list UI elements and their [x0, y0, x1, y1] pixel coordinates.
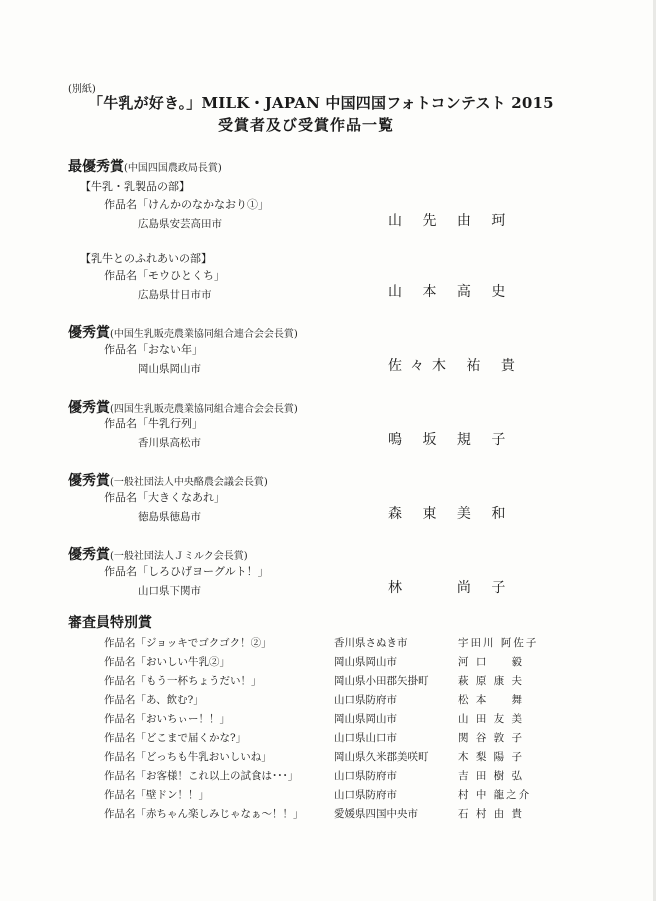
grand-prize-sponsor: (中国四国農政局長賞): [124, 163, 222, 174]
work-title: 作品名「おいしい牛乳②」: [104, 656, 230, 668]
winner-name: 森 東 美 和: [388, 506, 514, 522]
winner-location: 山口県防府市: [334, 770, 397, 782]
special-row: [104, 711, 564, 729]
category-label: 【乳牛とのふれあいの部】: [80, 252, 212, 265]
excellence-heading: [68, 397, 298, 417]
winner-name: 萩 原 康 夫: [458, 675, 525, 687]
winner-name: 村 中 龍之介: [458, 789, 532, 801]
work-title: 作品名「けんかのなかなおり①」: [104, 198, 269, 211]
winner-location: 岡山県岡山市: [138, 363, 201, 375]
special-prize-heading: 審査員特別賞: [68, 615, 152, 631]
work-title: 作品名「おいちぃー！！」: [104, 713, 230, 725]
excellence-sponsor: (一般社団法人Ｊミルク会長賞): [110, 551, 248, 562]
winner-location: 山口県防府市: [334, 694, 397, 706]
winner-name: 山 田 友 美: [458, 713, 525, 725]
work-title: 作品名「赤ちゃん楽しみじゃなぁ〜！！」: [104, 808, 304, 820]
excellence-title: 優秀賞: [68, 473, 110, 489]
work-title: 作品名「しろひげヨーグルト！」: [104, 565, 269, 578]
winner-name: 吉 田 樹 弘: [458, 770, 525, 782]
document-title: 「牛乳が好き。」MILK・JAPAN 中国四国フォトコンテスト 2015: [88, 94, 554, 112]
winner-location: 山口県防府市: [334, 789, 397, 801]
winner-name: 鳴 坂 規 子: [388, 432, 514, 448]
work-title: 作品名「モウひとくち」: [104, 269, 225, 282]
special-row: [104, 730, 564, 748]
winner-name: 佐々木 祐 貴: [388, 358, 523, 374]
winner-location: 岡山県岡山市: [334, 713, 397, 725]
special-row: [104, 692, 564, 710]
document-subtitle: 受賞者及び受賞作品一覧: [218, 116, 395, 134]
special-row: [104, 673, 564, 691]
winner-location: 岡山県久米郡美咲町: [334, 751, 429, 763]
special-row: [104, 768, 564, 786]
excellence-sponsor: (中国生乳販売農業協同組合連合会会長賞): [110, 329, 298, 340]
work-title: 作品名「ジョッキでゴクゴク！②」: [104, 637, 272, 649]
work-title: 作品名「お客様！これ以上の試食は･･･」: [104, 770, 299, 782]
excellence-sponsor: (一般社団法人中央酪農会議会長賞): [110, 477, 268, 488]
excellence-heading: [68, 322, 298, 342]
special-row: [104, 635, 564, 653]
work-title: 作品名「大きくなあれ」: [104, 491, 225, 504]
work-title: 作品名「どこまで届くかな?」: [104, 732, 247, 744]
winner-name: 山 先 由 珂: [388, 213, 514, 229]
winner-location: 広島県廿日市市: [138, 289, 212, 301]
work-title: 作品名「あ、飲む?」: [104, 694, 204, 706]
excellence-heading: [68, 470, 268, 490]
winner-location: 山口県山口市: [334, 732, 397, 744]
special-row: [104, 787, 564, 805]
winner-name: 石 村 由 貴: [458, 808, 525, 820]
winner-location: 香川県高松市: [138, 437, 201, 449]
work-title: 作品名「牛乳行列」: [104, 417, 203, 430]
winner-name: 宇田川 阿佐子: [458, 637, 539, 649]
excellence-title: 優秀賞: [68, 547, 110, 563]
winner-name: 林 尚 子: [388, 580, 514, 596]
winner-location: 山口県下関市: [138, 585, 201, 597]
winner-location: 香川県さぬき市: [334, 637, 408, 649]
excellence-title: 優秀賞: [68, 325, 110, 341]
special-row: [104, 654, 564, 672]
work-title: 作品名「壁ドン！！」: [104, 789, 209, 801]
work-title: 作品名「どっちも牛乳おいしいね」: [104, 751, 272, 763]
winner-name: 松 本 舞: [458, 694, 525, 706]
grand-prize-title: 最優秀賞: [68, 159, 124, 175]
special-row: [104, 749, 564, 767]
category-label: 【牛乳・乳製品の部】: [80, 180, 190, 193]
winner-name: 河 口 毅: [458, 656, 525, 668]
excellence-title: 優秀賞: [68, 400, 110, 416]
winner-location: 岡山県岡山市: [334, 656, 397, 668]
winner-name: 関 谷 敦 子: [458, 732, 525, 744]
work-title: 作品名「もう一杯ちょうだい！」: [104, 675, 262, 687]
winner-location: 岡山県小田郡矢掛町: [334, 675, 429, 687]
winner-location: 愛媛県四国中央市: [334, 808, 418, 820]
work-title: 作品名「おない年」: [104, 343, 203, 356]
winner-location: 徳島県徳島市: [138, 511, 201, 523]
excellence-sponsor: (四国生乳販売農業協同組合連合会会長賞): [110, 404, 298, 415]
winner-location: 広島県安芸高田市: [138, 218, 222, 230]
grand-prize-heading: [68, 156, 222, 176]
winner-name: 木 梨 陽 子: [458, 751, 525, 763]
attachment-note: (別紙): [68, 84, 96, 95]
special-row: [104, 806, 564, 824]
excellence-heading: [68, 544, 248, 564]
winner-name: 山 本 高 史: [388, 284, 514, 300]
